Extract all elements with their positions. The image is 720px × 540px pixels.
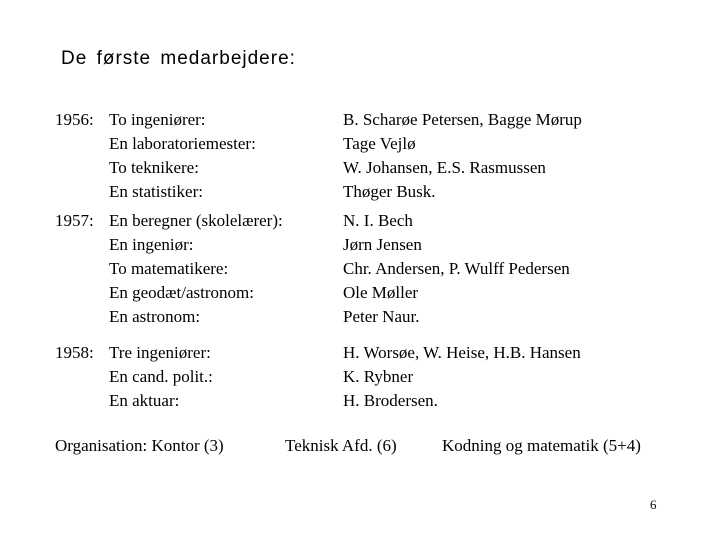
names-label: Chr. Andersen, P. Wulff Pedersen <box>343 259 570 278</box>
role-label: En laboratoriemester: <box>109 134 256 153</box>
names-label: K. Rybner <box>343 367 414 386</box>
role-label: En statistiker: <box>109 182 203 201</box>
names-label: H. Worsøe, W. Heise, H.B. Hansen <box>343 343 581 362</box>
role-label: En aktuar: <box>109 391 180 410</box>
names-label: Jørn Jensen <box>343 235 422 254</box>
role-label: En geodæt/astronom: <box>109 283 254 302</box>
role-label: En ingeniør: <box>109 235 194 254</box>
role-label: To matematikere: <box>109 259 229 278</box>
role-label: Tre ingeniører: <box>109 343 211 362</box>
names-label: Ole Møller <box>343 283 419 302</box>
role-label: To ingeniører: <box>109 110 206 129</box>
role-label: To teknikere: <box>109 158 199 177</box>
page-number: 6 <box>650 497 657 512</box>
names-label: N. I. Bech <box>343 211 413 230</box>
names-label: Peter Naur. <box>343 307 420 326</box>
role-label: En astronom: <box>109 307 201 326</box>
names-label: H. Brodersen. <box>343 391 438 410</box>
year-label: 1958: <box>55 343 94 362</box>
role-label: En beregner (skolelærer): <box>109 211 283 230</box>
year-label: 1957: <box>55 211 94 230</box>
names-label: W. Johansen, E.S. Rasmussen <box>343 158 546 177</box>
slide-title: De første medarbejdere: <box>61 48 296 69</box>
names-label: B. Scharøe Petersen, Bagge Mørup <box>343 110 582 129</box>
footer-organisation: Organisation: Kontor (3) <box>55 436 224 455</box>
footer-teknisk: Teknisk Afd. (6) <box>285 436 397 455</box>
role-label: En cand. polit.: <box>109 367 213 386</box>
names-label: Tage Vejlø <box>343 134 416 153</box>
footer-kodning: Kodning og matematik (5+4) <box>442 436 641 455</box>
year-label: 1956: <box>55 110 94 129</box>
names-label: Thøger Busk. <box>343 182 436 201</box>
